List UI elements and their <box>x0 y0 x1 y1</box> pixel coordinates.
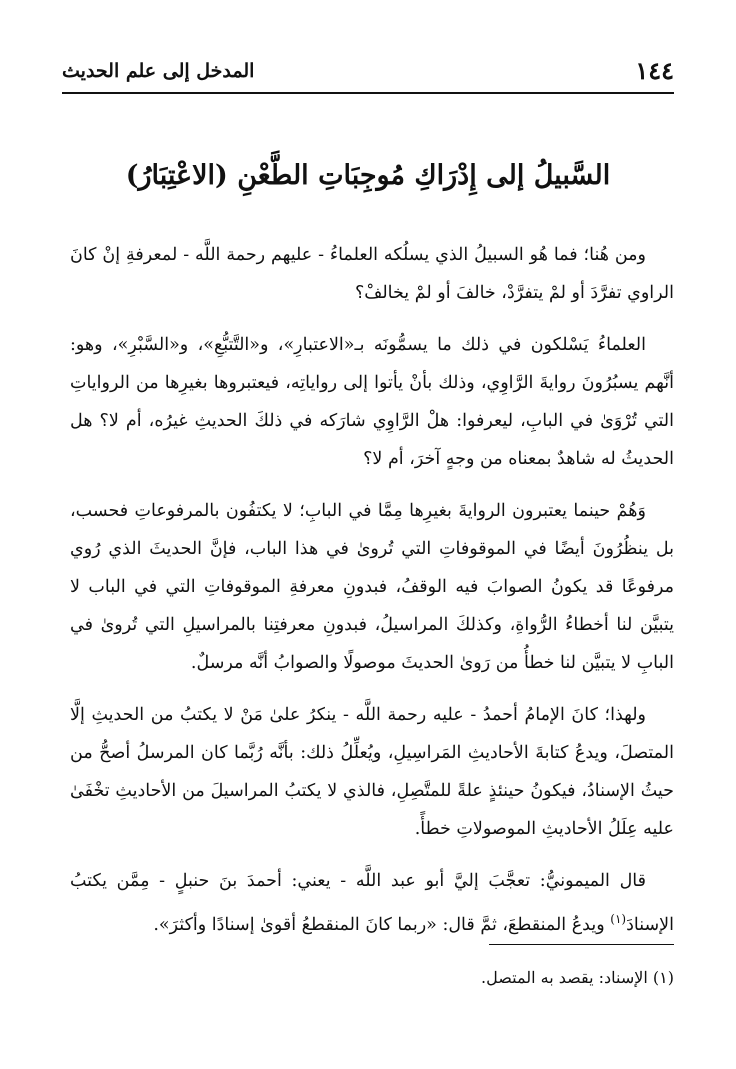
paragraph: وَهُمْ حينما يعتبرون الروايةَ بغيرِها مِمَّا في البابِ؛ لا يكتفُون بالمرفوعاتِ فحسب، بل ينظُرُونَ أيضًا في الموقوفاتِ التي تُروىٰ في هذا الباب، فإنَّ الحديثَ الذي رُوي مرفوعًا قد يكونُ الصوابَ فيه الوقفُ، فبدونِ معرفةِ الموقوفاتِ التي في الباب لا يتبيَّن لنا أخطاءُ الرُّواةِ، وكذلكَ المراسيلُ، فبدونِ معرفتِنا بالمراسيلِ التي تُروىٰ في البابِ لا يتبيَّن لنا خطأُ من رَوىٰ الحديثَ موصولًا والصوابُ أنَّه مرسلٌ. <box>70 501 674 673</box>
footnote-marker: (١) <box>610 912 627 926</box>
paragraph: العلماءُ يَسْلكون في ذلك ما يسمُّونَه بـ«الاعتبارِ»، و«التَّتبُّعِ»، و«السَّبْرِ»، وهو: أنَّهم يسبُرُونَ روايةَ الرَّاوِي، وذلك بأنْ يأتوا إلى رواياتِه، فيعتبروها بغيرِها من الرواياتِ التي تُرْوَىٰ في البابِ، ليعرفوا: هلْ الرَّاوِي شارَكه في ذلكَ الحديثِ غيرُه، أم لا؟ هل الحديثُ له شاهدٌ بمعناه من وجهٍ آخرَ، أم لا؟ <box>70 335 674 469</box>
paragraph-text: ويدعُ المنقطعَ، ثمَّ قال: «ربما كانَ المنقطعُ أقوىٰ إسنادًا وأكثرَ». <box>153 914 611 935</box>
paragraph-with-footnote-ref <box>70 862 674 944</box>
running-title: المدخل إلى علم الحديث <box>62 60 255 82</box>
paragraph: ولهذا؛ كانَ الإمامُ أحمدُ - عليه رحمة اللَّه - ينكرُ علىٰ مَنْ لا يكتبُ من الحديثِ إلَّا المتصلَ، ويدعُ كتابةَ الأحاديثِ المَراسِيلِ، ويُعلِّلُ ذلك: بأنَّه رُبَّما كان المرسلُ أصحُّ من حيثُ الإسنادُ، فيكونُ حينئذٍ علةً للمتَّصِلِ، فالذي لا يكتبُ المراسيلَ من الأحاديثِ تخْفَىٰ عليه عِلَلُ الأحاديثِ الموصولاتِ خطأً. <box>70 705 674 839</box>
section-title: السَّبيلُ إلى إِدْرَاكِ مُوجِبَاتِ الطَّعْنِ (الاعْتِبَارُ) <box>125 160 611 191</box>
paragraph: ومن هُنا؛ فما هُو السبيلُ الذي يسلُكه العلماءُ - عليهم رحمة اللَّه - لمعرفةِ إنْ كانَ الراوي تفرَّدَ أو لمْ يتفرَّدْ، خالفَ أو لمْ يخالفْ؟ <box>70 245 674 303</box>
page-number: ١٤٤ <box>635 56 674 85</box>
footnote-divider <box>489 944 674 945</box>
paragraph-text: قال الميمونيُّ: تعجَّبَ إليَّ أبو عبد اللَّه - يعني: أحمدَ بنَ حنبلٍ - مِمَّن يكتبُ الإسنادَ <box>70 871 674 935</box>
body-text <box>70 236 674 958</box>
footnote: (١) الإسناد: يقصد به المتصل. <box>481 968 674 987</box>
page-header <box>62 52 674 94</box>
